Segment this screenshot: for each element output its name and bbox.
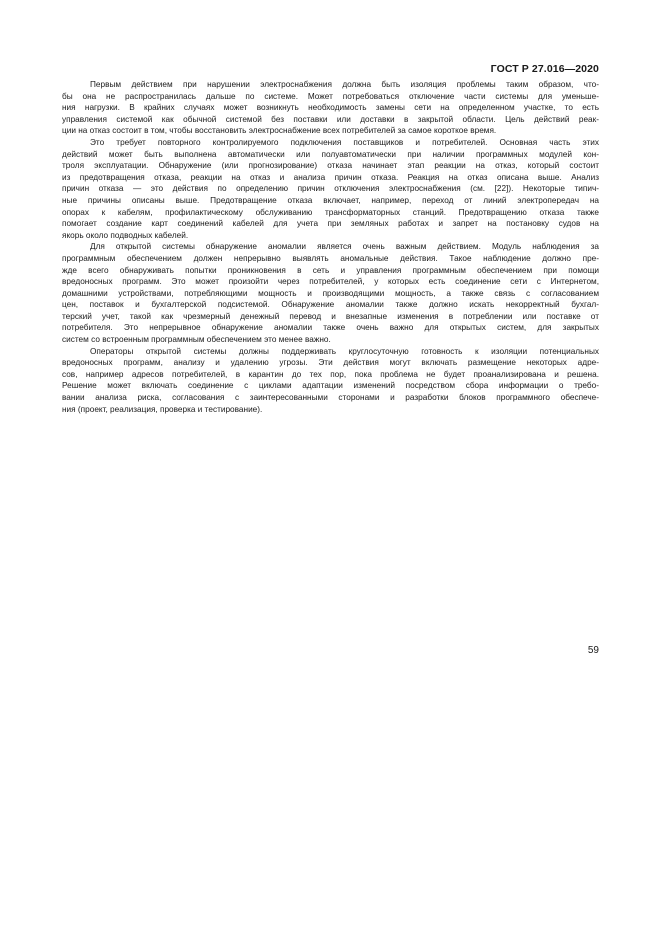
paragraph (62, 346, 599, 416)
text-line: программным обеспечением должен непрерывно выявлять аномальные действия. Такое наблюдение должно пре- (62, 253, 599, 263)
text-line: троля эксплуатации. Обнаружение (или прогнозирование) отказа начинает этап реакции на отказ, который состоит (62, 161, 599, 171)
text-line: бы она не распространилась дальше по системе. Может потребоваться отключение части системы для уменьше- (62, 91, 599, 101)
text-line: жде всего обнаруживать попытки проникновения в сеть и управления программным обеспечением при помощи (62, 265, 599, 275)
paragraph (62, 137, 599, 241)
text-line: сов, например адресов потребителей, в карантин до тех пор, пока проблема не будет проанализирована и решена. (62, 369, 599, 379)
page-number: 59 (587, 645, 599, 656)
text-line: Операторы открытой системы должны поддерживать круглосуточную готовность к изоляции потенциальных (90, 346, 599, 356)
text-line: Решение может включать соединение с циклами адаптации изменений посредством сбора информации о требо- (62, 381, 599, 391)
text-line: управления системой как обычной системой без поставки или доставки в закрытой области. Цель действий реак- (62, 114, 599, 124)
text-line: ции на отказ состоит в том, чтобы восстановить электроснабжение всех потребителей за самое короткое время. (62, 126, 497, 136)
page-header: ГОСТ Р 27.016—2020 (490, 63, 599, 75)
text-line: вредоносных программ. Это может произойти через потребителей, у которых есть соединение сети с Интернетом, (62, 277, 599, 287)
text-line: вании анализа риска, согласования с заинтересованными сторонами и разработки блоков программного обеспече- (62, 393, 599, 403)
text-line: причин отказа — это действия по определению причин отключения электроснабжения (см. [22]). Некоторые типич- (62, 184, 599, 194)
text-line: домашними устройствами, потребляющими мощность и производящими мощность, а также связь с согласованием (62, 288, 599, 298)
text-line: ния (проект, реализация, проверка и тестирование). (62, 404, 263, 414)
paragraph (62, 241, 599, 345)
text-line: Первым действием при нарушении электроснабжения должна быть изоляция проблемы таким образом, что- (90, 80, 599, 89)
text-line: из предотвращения отказа, реакции на отказ и анализа причин отказа. Реакция на отказ описана выше. Анализ (62, 172, 599, 182)
text-line: терский учет, такой как чрезмерный денежный перевод и внезапные изменения в потреблении или поставке от (62, 311, 599, 321)
text-line: помогает создание карт соединений кабелей для учета при земляных работах и запрет на постановку судов на (62, 219, 599, 229)
text-line: якорь около подводных кабелей. (62, 230, 189, 240)
text-line: вредоносных программ, анализу и удалению угрозы. Эти действия могут включать размещение некоторых адре- (62, 358, 599, 368)
text-line: Это требует повторного контролируемого подключения поставщиков и потребителей. Основная часть этих (90, 137, 599, 147)
text-line: Для открытой системы обнаружение аномалии является очень важным действием. Модуль наблюдения за (90, 242, 599, 252)
text-line: систем со встроенным программным обеспечением это менее важно. (62, 335, 331, 345)
paragraph (62, 79, 599, 137)
text-line: потребителя. Это непрерывное обнаружение аномалии также очень важно для открытых систем, для закрытых (62, 323, 599, 333)
text-line: цен, поставок и бухгалтерской подсистемой. Обнаружение аномалии также должно искать некорректный бухгал- (62, 300, 599, 310)
text-line: ные причины описаны выше. Предотвращение отказа включает, например, переход от линий электропередач на (62, 195, 599, 205)
text-line: ния нагрузки. В крайних случаях может возникнуть необходимость замены сети на определенном участке, то есть (62, 103, 599, 113)
text-line: действий может быть выполнена автоматически или полуавтоматически при наличии программных модулей кон- (62, 149, 599, 159)
body-text (62, 79, 599, 415)
text-line: опорах к кабелям, профилактическому обслуживанию трансформаторных станций. Предотвращению отказа также (62, 207, 599, 217)
